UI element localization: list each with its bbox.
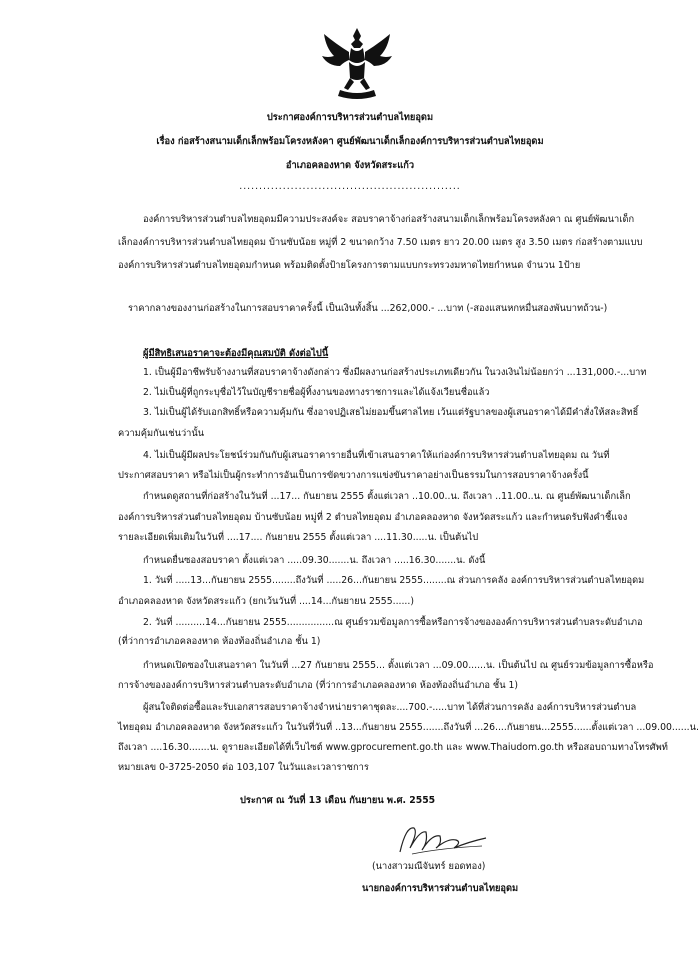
qualification-item: ความคุ้มกันเช่นว่านั้น (118, 428, 205, 439)
announcement-title: ประกาศองค์การบริหารส่วนตำบลไทยอุดม (266, 112, 434, 123)
header-divider: ........................................................ (239, 181, 461, 192)
handwritten-signature (392, 818, 492, 862)
submission-line: 1. วันที่ .....13...กันยายน 2555........ถึงวันที่ .....26...กันยายน 2555........ณ ส่วนการคลัง องค์การบริหารส่วนตำบลไทยอุดม (143, 575, 645, 586)
site-visit-line: กำหนดดูสถานที่ก่อสร้างในวันที่ ...17... กันยายน 2555 ตั้งแต่เวลา ..10.00..น. ถึงเวลา ..11.00..น. ณ ศูนย์พัฒนาเด็กเล็ก (143, 491, 631, 502)
documents-line: หมายเลข 0-3725-2050 ต่อ 103,107 ในวันและเวลาราชการ (118, 762, 369, 773)
qualification-item: 4. ไม่เป็นผู้มีผลประโยชน์ร่วมกันกับผู้เสนอราคารายอื่นที่เข้าเสนอราคาให้แก่องค์การบริหารส่วนตำบลไทยอุดม ณ วันที่ (143, 450, 610, 461)
announcement-subject: เรื่อง ก่อสร้างสนามเด็กเล็กพร้อมโครงหลังคา ศูนย์พัฒนาเด็กเล็กองค์การบริหารส่วนตำบลไทยอุดม (156, 136, 544, 147)
documents-line: ไทยอุดม อำเภอคลองหาด จังหวัดสระแก้ว ในวันที่วันที่ ..13...กันยายน 2555.......ถึงวันที่ ...26....กันยายน...2555......ตั้งแต่เวลา ...09.00......น. (118, 722, 699, 733)
qualification-item: 1. เป็นผู้มีอาชีพรับจ้างงานที่สอบราคาจ้างดังกล่าว ซึ่งมีผลงานก่อสร้างประเภทเดียวกัน ในวงเงินไม่น้อยกว่า ...131,000.-...บาท (143, 367, 647, 378)
site-visit-line: รายละเอียดเพิ่มเติมในวันที่ ....17.... กันยายน 2555 ตั้งแต่เวลา ....11.30.....น. เป็นต้นไป (118, 532, 479, 543)
submission-line: (ที่ว่าการอำเภอคลองหาด ห้องท้องถิ่นอำเภอ ชั้น 1) (118, 636, 321, 647)
qualification-item: ประกาศสอบราคา หรือไม่เป็นผู้กระทำการอันเป็นการขัดขวางการแข่งขันราคาอย่างเป็นธรรมในการสอบราคาจ้างครั้งนี้ (118, 470, 589, 481)
announcement-date: ประกาศ ณ วันที่ 13 เดือน กันยายน พ.ศ. 2555 (240, 795, 436, 806)
opening-line: กำหนดเปิดซองใบเสนอราคา ในวันที่ ...27 กันยายน 2555... ตั้งแต่เวลา ...09.00......น. เป็นต้นไป ณ ศูนย์รวมข้อมูลการซื้อหรือ (143, 660, 654, 671)
announcement-location: อำเภอคลองหาด จังหวัดสระแก้ว (285, 160, 415, 171)
qualifications-title: ผู้มีสิทธิเสนอราคาจะต้องมีคุณสมบัติ ดังต่อไปนี้ (143, 348, 329, 359)
qualification-item: 3. ไม่เป็นผู้ได้รับเอกสิทธิ์หรือความคุ้มกัน ซึ่งอาจปฏิเสธไม่ยอมขึ้นศาลไทย เว้นแต่รัฐบาลของผู้เสนอราคาได้มีคำสั่งให้สละสิทธิ์ (143, 407, 639, 418)
intro-line: เล็กองค์การบริหารส่วนตำบลไทยอุดม บ้านซับน้อย หมู่ที่ 2 ขนาดกว้าง 7.50 เมตร ยาว 20.00 เมตร สูง 3.50 เมตร ก่อสร้างตามแบบ (118, 237, 643, 248)
documents-line: ผู้สนใจติดต่อซื้อและรับเอกสารสอบราคาจ้างจำหน่ายราคาชุดละ....700.-.....บาท ได้ที่ส่วนการคลัง องค์การบริหารส่วนตำบล (143, 702, 637, 713)
documents-line: ถึงเวลา ....16.30.......น. ดูรายละเอียดได้ที่เว็บไซต์ www.gprocurement.go.th และ www.Thaiudom.go.th หรือสอบถามทางโทรศัพท์ (118, 742, 668, 753)
site-visit-line: องค์การบริหารส่วนตำบลไทยอุดม บ้านซับน้อย หมู่ที่ 2 ตำบลไทยอุดม อำเภอคลองหาด จังหวัดสระแก้ว และกำหนดรับฟังคำชี้แจง (118, 512, 628, 523)
submission-line: กำหนดยื่นซองสอบราคา ตั้งแต่เวลา .....09.30.......น. ถึงเวลา .....16.30.......น. ดังนี้ (143, 555, 486, 566)
intro-line: องค์การบริหารส่วนตำบลไทยอุดมกำหนด พร้อมติดตั้งป้ายโครงการตามแบบกระทรวงมหาดไทยกำหนด จำนวน 1ป้าย (118, 260, 581, 271)
opening-line: การจ้างขององค์การบริหารส่วนตำบลระดับอำเภอ (ที่ว่าการอำเภอคลองหาด ห้องท้องถิ่นอำเภอ ชั้น 1) (118, 680, 519, 691)
submission-line: 2. วันที่ ..........14...กันยายน 2555................ณ ศูนย์รวมข้อมูลการซื้อหรือการจ้างขององค์การบริหารส่วนตำบลระดับอำเภอ (143, 617, 643, 628)
submission-line: อำเภอคลองหาด จังหวัดสระแก้ว (ยกเว้นวันที่ ....14...กันยายน 2555......) (118, 596, 414, 607)
signatory-position: นายกองค์การบริหารส่วนตำบลไทยอุดม (362, 883, 519, 894)
intro-line: องค์การบริหารส่วนตำบลไทยอุดมมีความประสงค์จะ สอบราคาจ้างก่อสร้างสนามเด็กเล็กพร้อมโครงหลังคา ณ ศูนย์พัฒนาเด็ก (143, 214, 635, 225)
garuda-emblem-icon (318, 26, 396, 102)
signatory-name: (นางสาวมณีจันทร์ ยอดทอง) (372, 861, 486, 872)
qualification-item: 2. ไม่เป็นผู้ที่ถูกระบุชื่อไว้ในบัญชีรายชื่อผู้ทิ้งงานของทางราชการและได้แจ้งเวียนชื่อแล้ว (143, 387, 490, 398)
median-price: ราคากลางของงานก่อสร้างในการสอบราคาครั้งนี้ เป็นเงินทั้งสิ้น ...262,000.- ...บาท (-สองแสนหกหมื่นสองพันบาทถ้วน-) (128, 303, 608, 314)
